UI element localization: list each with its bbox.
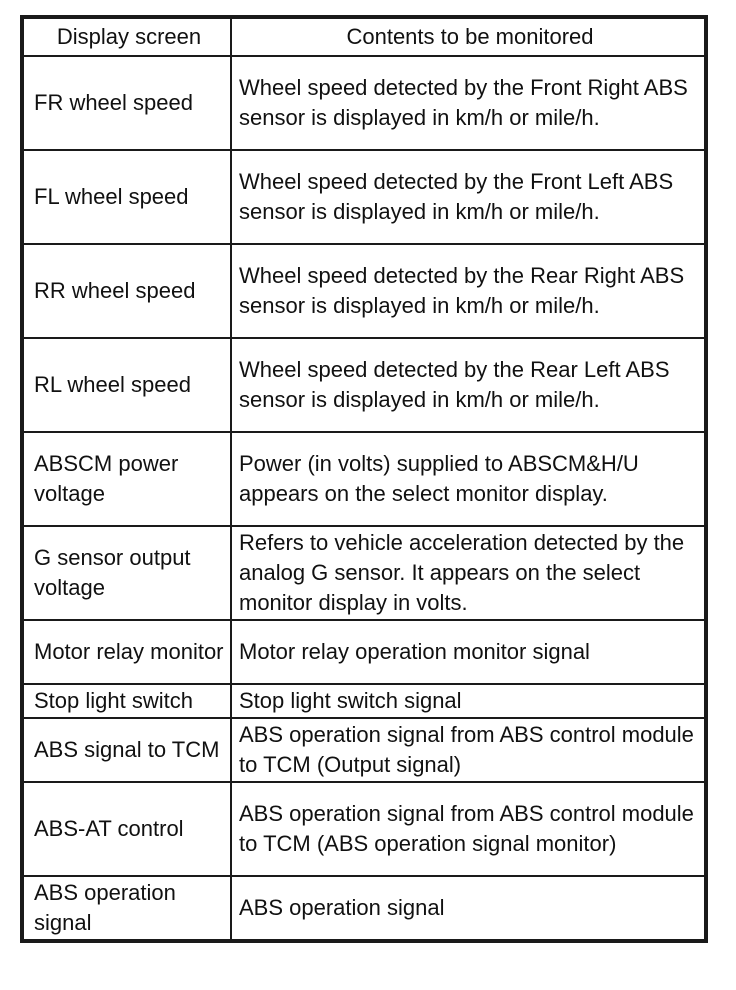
- table-row: [22, 782, 706, 876]
- display-screen-cell: RR wheel speed: [22, 244, 231, 338]
- contents-cell: Motor relay operation monitor signal: [231, 620, 706, 684]
- display-screen-cell: ABS-AT control: [22, 782, 231, 876]
- contents-cell: ABS operation signal from ABS control module to TCM (Output signal): [231, 718, 706, 782]
- table-row: [22, 684, 706, 718]
- table-row: [22, 526, 706, 620]
- contents-cell: Wheel speed detected by the Rear Left ABS sensor is displayed in km/h or mile/h.: [231, 338, 706, 432]
- contents-cell: ABS operation signal from ABS control module to TCM (ABS operation signal monitor): [231, 782, 706, 876]
- contents-cell: Stop light switch signal: [231, 684, 706, 718]
- table-row: [22, 876, 706, 941]
- contents-cell: ABS operation signal: [231, 876, 706, 941]
- table-row: [22, 150, 706, 244]
- monitor-table-container: [20, 15, 704, 943]
- table-row: [22, 620, 706, 684]
- display-screen-cell: Stop light switch: [22, 684, 231, 718]
- display-screen-cell: FL wheel speed: [22, 150, 231, 244]
- contents-cell: Wheel speed detected by the Front Right ABS sensor is displayed in km/h or mile/h.: [231, 56, 706, 150]
- table-header-row: [22, 17, 706, 56]
- display-screen-cell: G sensor output voltage: [22, 526, 231, 620]
- display-screen-cell: ABSCM power voltage: [22, 432, 231, 526]
- table-row: [22, 718, 706, 782]
- header-display-screen: Display screen: [22, 17, 231, 56]
- display-screen-cell: ABS operation signal: [22, 876, 231, 941]
- contents-cell: Power (in volts) supplied to ABSCM&H/U appears on the select monitor display.: [231, 432, 706, 526]
- table-row: [22, 432, 706, 526]
- display-screen-cell: Motor relay monitor: [22, 620, 231, 684]
- table-row: [22, 338, 706, 432]
- display-screen-cell: FR wheel speed: [22, 56, 231, 150]
- table-row: [22, 244, 706, 338]
- table-row: [22, 56, 706, 150]
- contents-cell: Wheel speed detected by the Rear Right ABS sensor is displayed in km/h or mile/h.: [231, 244, 706, 338]
- contents-cell: Refers to vehicle acceleration detected by the analog G sensor. It appears on the select monitor display in volts.: [231, 526, 706, 620]
- monitor-items-table: [20, 15, 708, 943]
- display-screen-cell: RL wheel speed: [22, 338, 231, 432]
- display-screen-cell: ABS signal to TCM: [22, 718, 231, 782]
- contents-cell: Wheel speed detected by the Front Left ABS sensor is displayed in km/h or mile/h.: [231, 150, 706, 244]
- header-contents-monitored: Contents to be monitored: [231, 17, 706, 56]
